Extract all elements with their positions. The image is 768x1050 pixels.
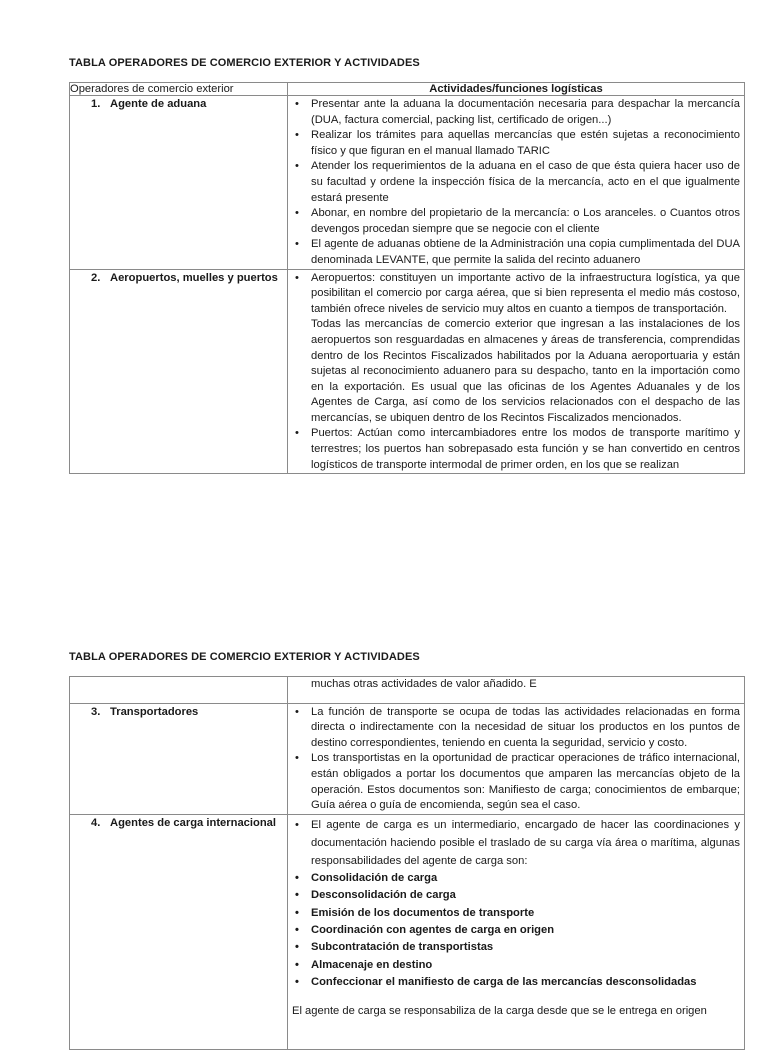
activities-cell [288, 703, 745, 814]
operator-name: Aeropuertos, muelles y puertos [110, 271, 278, 284]
list-item: • Atender los requerimientos de la aduana en el caso de que ésta quiera hacer uso de su facultad y ordene la inspección física de la mercancía, acto en el que igualmente estará presente [292, 159, 740, 206]
operator-number: 1. [91, 98, 101, 110]
table-header-row [70, 83, 745, 96]
list-item: • El agente de aduanas obtiene de la Administración una copia cumplimentada del DUA denominada LEVANTE, que permite la salida del recinto aduanero [292, 237, 740, 268]
page1-table-title: TABLA OPERADORES DE COMERCIO EXTERIOR Y ACTIVIDADES [69, 57, 420, 69]
table-row [70, 703, 745, 814]
list-item: • Realizar los trámites para aquellas mercancías que estén sujetas a reconocimiento físico y que figuran en el manual llamado TARIC [292, 128, 740, 159]
activities-cell [288, 269, 745, 474]
table-row [70, 814, 745, 1049]
operator-name: Agente de aduana [110, 98, 207, 110]
page2-operators-table [69, 676, 745, 1050]
list-item: • Presentar ante la aduana la documentación necesaria para despachar la mercancía (DUA, factura comercial, packing list, certificado de origen...) [292, 97, 740, 128]
operator-name: Agentes de carga internacional [110, 816, 276, 829]
paragraph: Todas las mercancías de comercio exterior que ingresan a las instalaciones de los aeropuertos son resguardadas en almacenes y áreas de transferencia, comprendidas dentro de los Recintos Fiscalizados habilitados por la Aduana aeroportuaria y están sujetas al reconocimiento aduanero para su despacho, tanto en la importación como en la exportación. Es usual que las oficinas de los Agentes Aduanales y de los Agentes de Carga, así como de los servicios relacionados con el despacho de las mercancías, se ubiquen dentro de los Recintos Fiscalizados mencionados. [311, 318, 740, 424]
table-row [70, 269, 745, 474]
table-row [70, 677, 745, 704]
list-item: • Emisión de los documentos de transporte [292, 905, 740, 922]
operator-cell [70, 96, 288, 270]
list-item: • Los transportistas en la oportunidad de practicar operaciones de tráfico internacional, están obligados a portar los documentos que amparen las mercancías objeto de la operación. Estos documentos son: Manifiesto de carga; conocimientos de embarque; Guía aérea o guía de encomienda, según sea el caso. [292, 751, 740, 813]
list-item: • Almacenaje en destino [292, 957, 740, 974]
operator-cell [70, 703, 288, 814]
closing-text: El agente de carga se responsabiliza de la carga desde que se le entrega en origen [292, 1004, 707, 1017]
list-item: • Confeccionar el manifiesto de carga de las mercancías desconsolidadas [292, 974, 740, 991]
list-item: • Aeropuertos: constituyen un importante activo de la infraestructura logística, ya que posibilitan el comercio por carga aérea, que si bien representa el medio más costoso, también ofrece niveles de servicio muy altos en cuanto a tiempos de transportación. [292, 271, 740, 318]
operator-name: Transportadores [110, 705, 199, 718]
list-item: • Desconsolidación de carga [292, 887, 740, 904]
list-item: • La función de transporte se ocupa de todas las actividades relacionadas en forma directa o indirectamente con la necesidad de situar los productos en los puntos de destino correspondientes, teniendo en cuenta la seguridad, servicio y costo. [292, 705, 740, 752]
continuation-text: muchas otras actividades de valor añadido. E [311, 678, 537, 690]
activities-cell [288, 814, 745, 1049]
operator-cell [70, 269, 288, 474]
operator-number: 4. [91, 816, 101, 829]
list-item: • Coordinación con agentes de carga en origen [292, 922, 740, 939]
activities-cell [288, 677, 745, 704]
operator-number: 3. [91, 705, 101, 718]
operator-cell [70, 814, 288, 1049]
operator-number: 2. [91, 271, 101, 284]
list-item: • Subcontratación de transportistas [292, 939, 740, 956]
page2-table-title: TABLA OPERADORES DE COMERCIO EXTERIOR Y ACTIVIDADES [69, 651, 420, 663]
operator-cell [70, 677, 288, 704]
list-item: • Puertos: Actúan como intercambiadores entre los modos de transporte marítimo y terrestres; los puertos han sobrepasado esta función y se han convertido en centros logísticos de transporte intermodal de primer orden, en los que se realizan [292, 426, 740, 473]
list-item: • El agente de carga es un intermediario, encargado de hacer las coordinaciones y documentación haciendo posible el traslado de su carga vía área o marítima, algunas responsabilidades del agente de carga son: [292, 816, 740, 870]
page1-operators-table [69, 82, 745, 474]
header-operators: Operadores de comercio exterior [70, 83, 288, 96]
list-item: • Consolidación de carga [292, 870, 740, 887]
table-row [70, 96, 745, 270]
activities-cell [288, 96, 745, 270]
header-activities: Actividades/funciones logísticas [288, 83, 745, 96]
list-item: • Abonar, en nombre del propietario de la mercancía: o Los aranceles. o Cuantos otros devengos procedan siempre que se negocie con el cliente [292, 206, 740, 237]
